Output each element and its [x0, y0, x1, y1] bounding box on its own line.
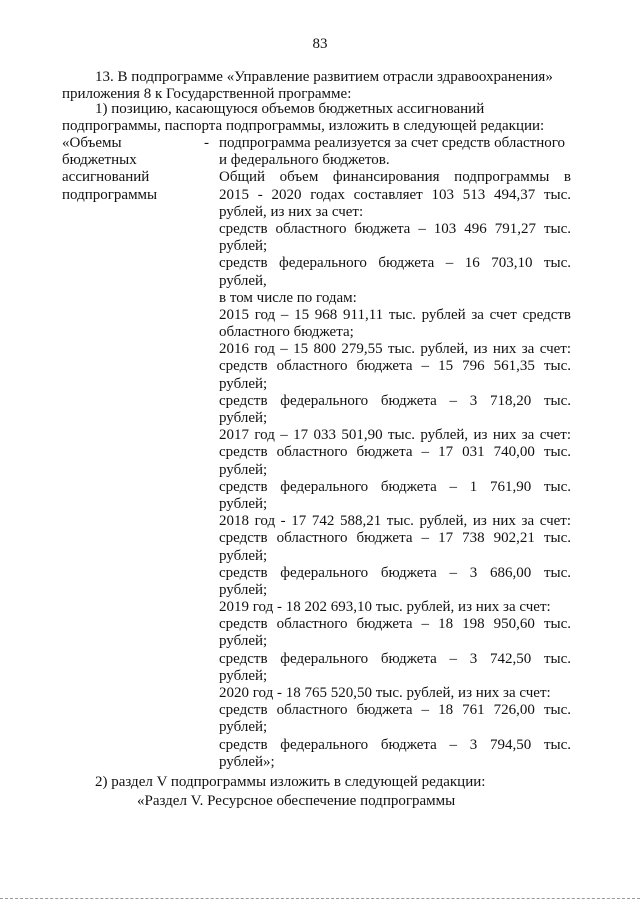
value-line: средств областного бюджета – 103 496 791,27 тыс.	[219, 220, 571, 237]
intro-line-2: приложения 8 к Государственной программе:	[62, 86, 352, 102]
value-line: средств федерального бюджета – 3 686,00 тыс.	[219, 564, 571, 581]
value-line: 2018 год - 17 742 588,21 тыс. рублей, из них за счет:	[219, 513, 571, 530]
table-label-line: «Объемы	[62, 135, 122, 151]
item2-line: 2) раздел V подпрограммы изложить в следующей редакции:	[95, 774, 486, 790]
value-line: Общий объем финансирования подпрограммы в	[219, 169, 571, 186]
value-line: средств федерального бюджета – 3 794,50 тыс.	[219, 736, 571, 753]
value-line: рублей;	[219, 581, 268, 598]
value-line: рублей;	[219, 238, 268, 255]
value-line: средств федерального бюджета – 1 761,90 тыс.	[219, 478, 571, 495]
value-line: и федерального бюджетов.	[219, 152, 390, 169]
value-line: 2015 год – 15 968 911,11 тыс. рублей за счет средств	[219, 306, 571, 323]
table-value-cell	[219, 135, 571, 771]
table-label-line: ассигнований	[62, 169, 150, 186]
table-label-line: подпрограммы	[62, 186, 158, 203]
value-line: рублей;	[219, 495, 268, 512]
value-line: 2015 - 2020 годах составляет 103 513 494,37 тыс.	[219, 186, 571, 203]
value-line: средств областного бюджета – 17 738 902,21 тыс.	[219, 530, 571, 547]
item1-line-1: 1) позицию, касающуюся объемов бюджетных ассигнований	[95, 101, 485, 117]
value-line: рублей,	[219, 272, 267, 289]
value-line: рублей;	[219, 633, 268, 650]
value-line: средств областного бюджета – 17 031 740,00 тыс.	[219, 444, 571, 461]
value-line: 2017 год – 17 033 501,90 тыс. рублей, из них за счет:	[219, 427, 571, 444]
value-line: 2020 год - 18 765 520,50 тыс. рублей, из них за счет:	[219, 685, 551, 701]
value-line: средств областного бюджета – 18 761 726,00 тыс.	[219, 702, 571, 719]
table-label-line: бюджетных	[62, 152, 137, 169]
value-line: в том числе по годам:	[219, 289, 357, 306]
value-line: 2016 год – 15 800 279,55 тыс. рублей, из них за счет:	[219, 341, 571, 358]
value-line: средств федерального бюджета – 16 703,10 тыс.	[219, 255, 571, 272]
value-line: рублей;	[219, 547, 268, 564]
value-line: средств областного бюджета – 15 796 561,35 тыс.	[219, 358, 571, 375]
page-number: 83	[312, 36, 328, 52]
value-line: рублей;	[219, 719, 268, 736]
value-line: рублей;	[219, 667, 268, 684]
value-line: рублей, из них за счет:	[219, 203, 364, 220]
value-line: средств областного бюджета – 18 198 950,60 тыс.	[219, 616, 571, 633]
section-heading: «Раздел V. Ресурсное обеспечение подпрограммы	[137, 793, 456, 809]
value-line: подпрограмма реализуется за счет средств областного	[219, 135, 566, 151]
value-line: областного бюджета;	[219, 324, 354, 341]
table-dash: -	[204, 135, 209, 151]
value-line: рублей;	[219, 375, 268, 392]
value-line: рублей;	[219, 461, 268, 478]
scan-edge-rule	[0, 898, 640, 899]
table-label-cell	[62, 135, 157, 204]
value-line: 2019 год - 18 202 693,10 тыс. рублей, из них за счет:	[219, 599, 551, 616]
value-line: средств федерального бюджета – 3 742,50 тыс.	[219, 650, 571, 667]
intro-line-1: 13. В подпрограмме «Управление развитием отрасли здравоохранения»	[95, 69, 553, 85]
value-line: рублей;	[219, 410, 268, 426]
value-line: средств федерального бюджета – 3 718,20 тыс.	[219, 392, 571, 409]
value-line: рублей»;	[219, 753, 275, 770]
item1-line-2: подпрограммы, паспорта подпрограммы, изложить в следующей редакции:	[62, 118, 545, 134]
